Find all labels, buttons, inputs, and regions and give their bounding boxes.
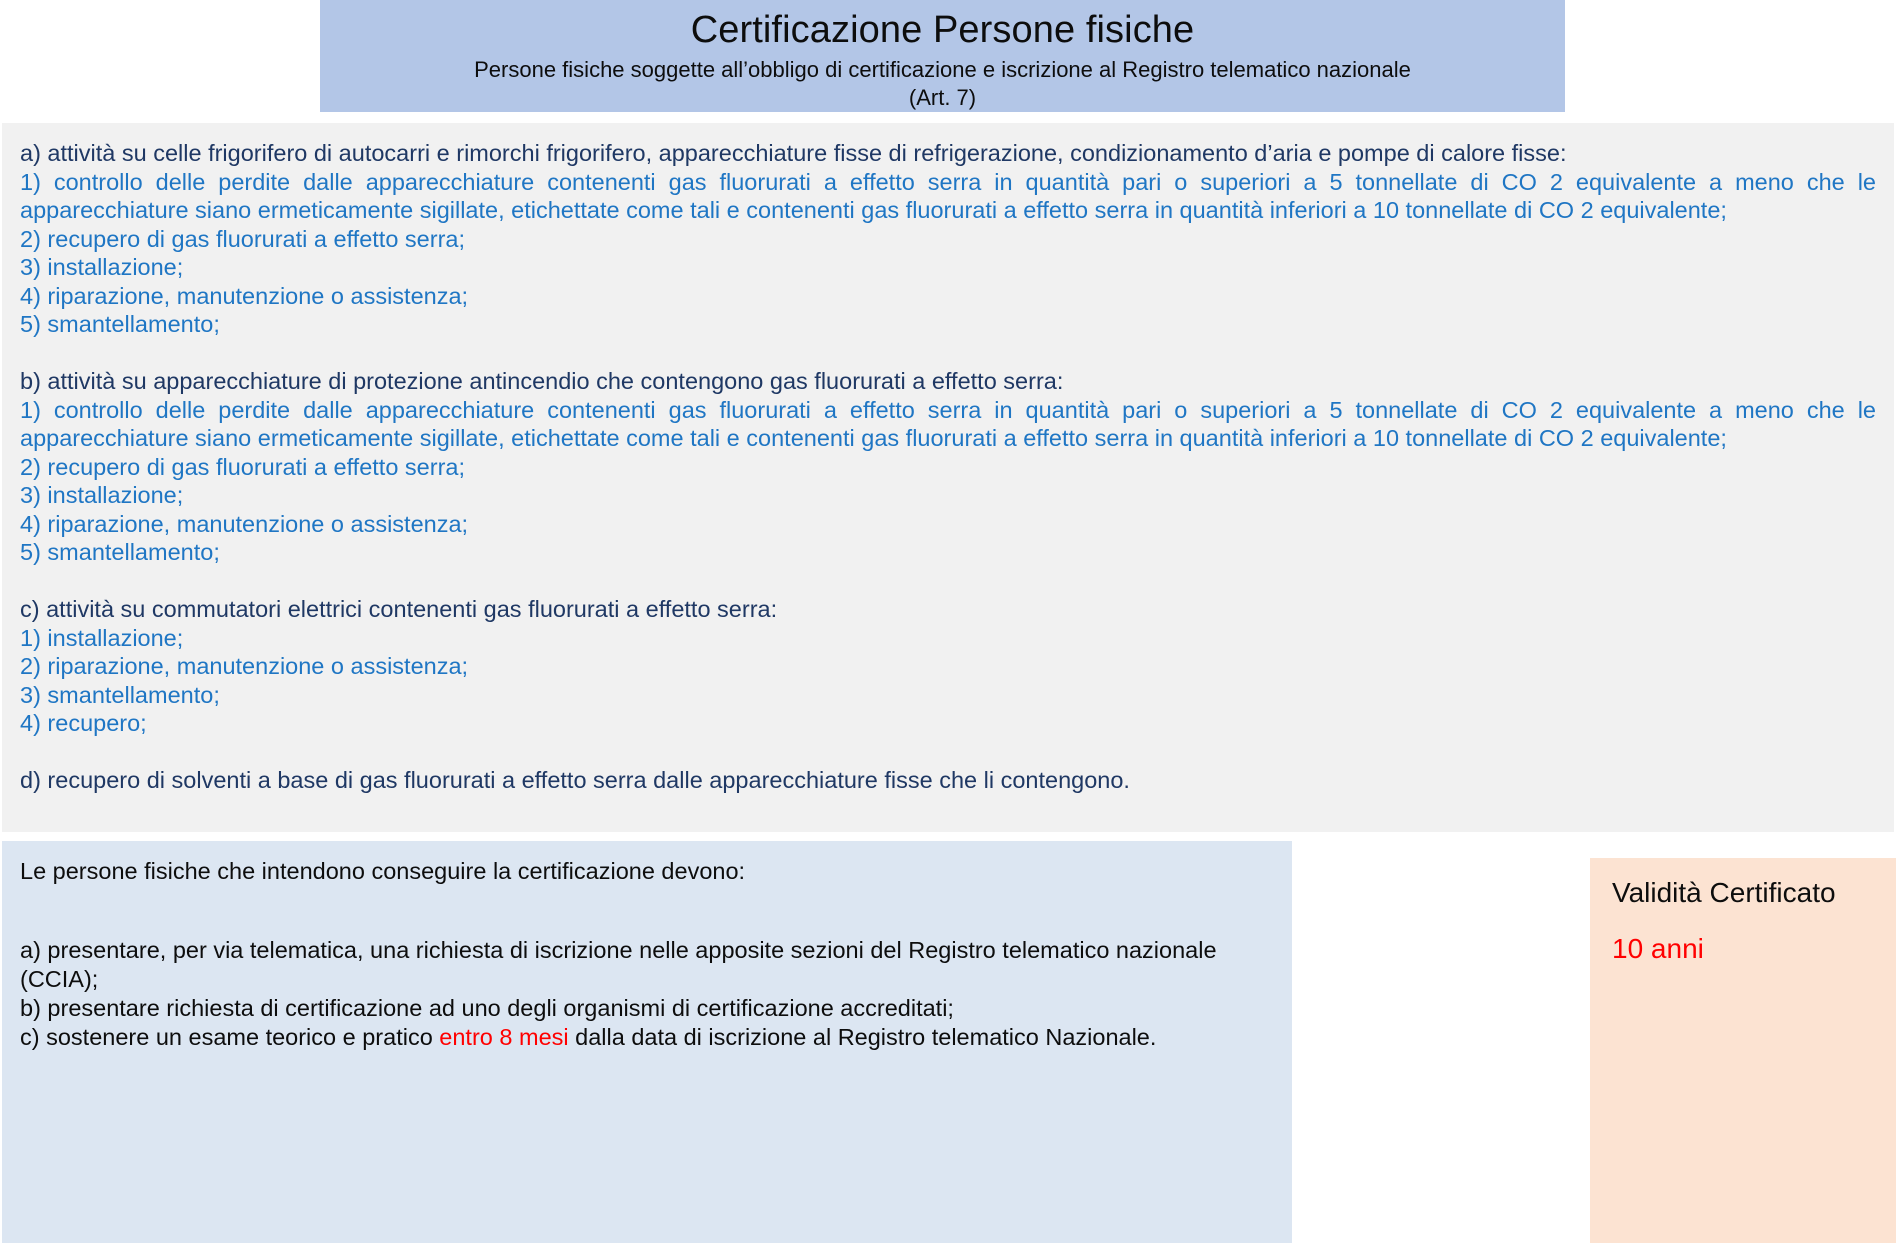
page-subtitle: Persone fisiche soggette all’obbligo di certificazione e iscrizione al Registro telematico nazionale (474, 56, 1411, 82)
activity-group-c-item-3: 3) smantellamento; (20, 681, 220, 708)
activity-group-c (20, 595, 1876, 738)
requirements-panel (2, 841, 1292, 1243)
activity-group-b (20, 367, 1876, 567)
requirement-item-c-before: c) sostenere un esame teorico e pratico (20, 1024, 440, 1050)
validity-panel (1590, 858, 1896, 1243)
requirement-item-c (20, 1023, 1274, 1052)
activity-group-b-item-3: 3) installazione; (20, 482, 184, 508)
requirement-item-c-deadline: entro 8 mesi (439, 1024, 569, 1050)
requirements-intro: Le persone fisiche che intendono conseguire la certificazione devono: (20, 858, 746, 884)
validity-title: Validità Certificato (1612, 877, 1836, 908)
activity-group-d-heading: d) recupero di solventi a base di gas fluorurati a effetto serra dalle apparecchiature fisse che li contengono. (20, 767, 1130, 793)
activity-group-b-item-2: 2) recupero di gas fluorurati a effetto serra; (20, 453, 465, 480)
group-spacer (20, 738, 1876, 767)
activity-group-b-item-1: 1) controllo delle perdite dalle apparecchiature contenenti gas fluorurati a effetto serra in quantità pari o superiori a 5 tonnellate di CO 2 equivalente a meno che le apparecchiature siano ermeticamente sigillate, etichettate come tali e contenenti gas fluorurati a effetto serra in quantità inferiori a 10 tonnellate di CO 2 equivalente; (20, 396, 1876, 451)
header-banner (320, 0, 1565, 112)
page-article-reference: (Art. 7) (908, 85, 977, 111)
activity-group-c-item-1: 1) installazione; (20, 624, 184, 651)
activity-group-c-heading: c) attività su commutatori elettrici contenenti gas fluorurati a effetto serra: (20, 596, 778, 622)
validity-value: 10 anni (1612, 933, 1704, 964)
activity-group-a-item-4: 4) riparazione, manutenzione o assistenza; (20, 282, 469, 309)
activity-group-b-heading: b) attività su apparecchiature di protezione antincendio che contengono gas fluorurati a effetto serra: (20, 368, 1064, 394)
activity-group-a-item-5: 5) smantellamento; (20, 311, 220, 337)
activities-panel (2, 123, 1894, 832)
activity-group-a-item-1: 1) controllo delle perdite dalle apparecchiature contenenti gas fluorurati a effetto serra in quantità pari o superiori a 5 tonnellate di CO 2 equivalente a meno che le apparecchiature siano ermeticamente sigillate, etichettate come tali e contenenti gas fluorurati a effetto serra in quantità inferiori a 10 tonnellate di CO 2 equivalente; (20, 168, 1876, 223)
requirements-spacer (20, 886, 1274, 936)
page-title: Certificazione Persone fisiche (690, 9, 1195, 51)
group-spacer (20, 339, 1876, 368)
activity-group-c-item-4: 4) recupero; (20, 710, 147, 736)
activity-group-b-item-5: 5) smantellamento; (20, 539, 220, 565)
activity-group-a-heading: a) attività su celle frigorifero di autocarri e rimorchi frigorifero, apparecchiature fisse di refrigerazione, condizionamento d’aria e pompe di calore fisse: (20, 140, 1567, 166)
activity-group-b-item-4: 4) riparazione, manutenzione o assistenza; (20, 510, 469, 537)
requirement-item-b: b) presentare richiesta di certificazione ad uno degli organismi di certificazione accreditati; (20, 995, 954, 1021)
activity-group-a-item-3: 3) installazione; (20, 254, 184, 280)
activity-group-c-item-2: 2) riparazione, manutenzione o assistenza; (20, 653, 469, 679)
activity-group-a-item-2: 2) recupero di gas fluorurati a effetto serra; (20, 225, 465, 252)
requirement-item-c-after: dalla data di iscrizione al Registro telematico Nazionale. (568, 1024, 1157, 1050)
activity-group-a (20, 139, 1876, 339)
group-spacer (20, 567, 1876, 596)
requirement-item-a: a) presentare, per via telematica, una richiesta di iscrizione nelle apposite sezioni del Registro telematico nazionale (CCIA); (20, 937, 1217, 992)
